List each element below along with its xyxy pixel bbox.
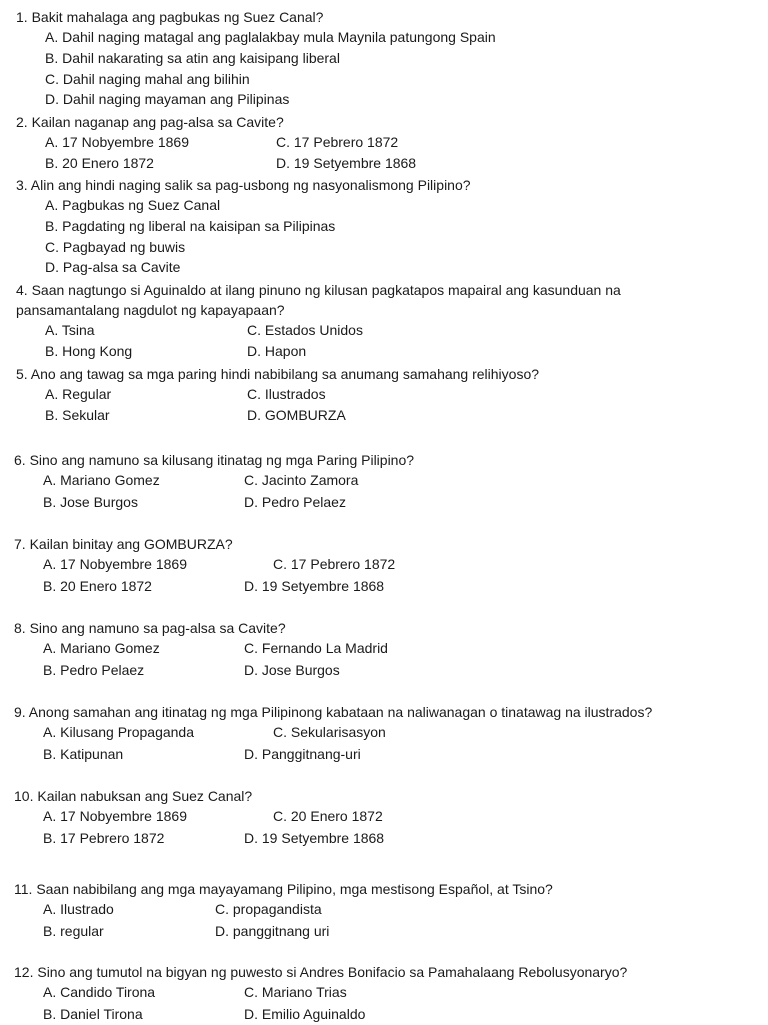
- question-9: [0, 702, 768, 765]
- question-stem-line-1: 4. Saan nagtungo si Aguinaldo at ilang pinuno ng kilusan pagkatapos mapairal ang kasunduan na: [16, 282, 621, 298]
- option-c: C. Sekularisasyon: [273, 724, 386, 740]
- option-c: C. Pagbayad ng buwis: [45, 238, 186, 255]
- option-c: C. Mariano Trias: [244, 984, 347, 1000]
- option-c: C. 20 Enero 1872: [273, 808, 383, 824]
- question-stem: 1. Bakit mahalaga ang pagbukas ng Suez Canal?: [16, 9, 324, 25]
- option-d: D. Hapon: [247, 342, 307, 359]
- question-11: [0, 879, 768, 942]
- question-3: [0, 175, 768, 278]
- question-6: [0, 450, 768, 513]
- option-c: C. Jacinto Zamora: [244, 472, 359, 488]
- option-d: D. Panggitnang-uri: [244, 745, 361, 762]
- question-stem: 6. Sino ang namuno sa kilusang itinatag ng mga Paring Pilipino?: [14, 452, 415, 468]
- option-b: B. Katipunan: [43, 745, 124, 762]
- option-a: A. 17 Nobyembre 1869: [43, 556, 187, 572]
- question-stem: 12. Sino ang tumutol na bigyan ng puwesto si Andres Bonifacio sa Pamahalaang Rebolusyonaryo?: [14, 964, 628, 980]
- option-a: A. Regular: [45, 386, 112, 402]
- question-stem: 10. Kailan nabuksan ang Suez Canal?: [14, 788, 253, 804]
- option-a: A. 17 Nobyembre 1869: [43, 808, 187, 824]
- option-d: D. Jose Burgos: [244, 661, 340, 678]
- option-a: A. Pagbukas ng Suez Canal: [45, 197, 221, 213]
- option-a: A. Dahil naging matagal ang paglalakbay mula Maynila patungong Spain: [45, 29, 496, 45]
- option-d: D. Pedro Pelaez: [244, 493, 346, 510]
- option-c: C. Fernando La Madrid: [244, 640, 388, 656]
- question-stem: 5. Ano ang tawag sa mga paring hindi nabibilang sa anumang samahang relihiyoso?: [16, 366, 540, 382]
- question-stem: 7. Kailan binitay ang GOMBURZA?: [14, 536, 233, 552]
- option-b: B. 17 Pebrero 1872: [43, 829, 165, 846]
- option-a: A. 17 Nobyembre 1869: [45, 134, 189, 150]
- question-stem: 8. Sino ang namuno sa pag-alsa sa Cavite?: [14, 620, 286, 636]
- question-4: [0, 280, 768, 362]
- question-2: [0, 112, 768, 174]
- option-a: A. Kilusang Propaganda: [43, 724, 194, 740]
- question-1: [0, 7, 768, 110]
- option-a: A. Mariano Gomez: [43, 472, 160, 488]
- option-b: B. Dahil nakarating sa atin ang kaisipang liberal: [45, 49, 340, 66]
- option-a: A. Ilustrado: [43, 901, 114, 917]
- option-b: B. 20 Enero 1872: [43, 577, 152, 594]
- option-a: A. Mariano Gomez: [43, 640, 160, 656]
- question-10: [0, 786, 768, 849]
- question-stem: 2. Kailan naganap ang pag-alsa sa Cavite?: [16, 114, 284, 130]
- option-d: D. 19 Setyembre 1868: [244, 577, 385, 594]
- option-c: C. Estados Unidos: [247, 322, 363, 338]
- option-b: B. Daniel Tirona: [43, 1005, 143, 1022]
- option-b: B. regular: [43, 922, 104, 939]
- question-12: [0, 962, 768, 1025]
- option-b: B. Pagdating ng liberal na kaisipan sa Pilipinas: [45, 217, 336, 234]
- option-c: C. Ilustrados: [247, 386, 326, 402]
- option-c: C. 17 Pebrero 1872: [273, 556, 396, 572]
- option-a: A. Candido Tirona: [43, 984, 156, 1000]
- question-stem-line-2: pansamantalang nagdulot ng kapayapaan?: [16, 302, 285, 318]
- option-c: C. Dahil naging mahal ang bilihin: [45, 70, 250, 87]
- option-b: B. Hong Kong: [45, 342, 133, 359]
- option-b: B. Pedro Pelaez: [43, 661, 145, 678]
- option-b: B. Sekular: [45, 406, 110, 423]
- option-b: B. 20 Enero 1872: [45, 154, 154, 171]
- option-d: D. panggitnang uri: [215, 922, 330, 939]
- question-stem: 3. Alin ang hindi naging salik sa pag-usbong ng nasyonalismong Pilipino?: [16, 177, 471, 193]
- option-d: D. 19 Setyembre 1868: [276, 154, 417, 171]
- option-d: D. Dahil naging mayaman ang Pilipinas: [45, 91, 290, 108]
- option-b: B. Jose Burgos: [43, 493, 138, 510]
- question-stem: 9. Anong samahan ang itinatag ng mga Pilipinong kabataan na naliwanagan o tinatawag na ilustrados?: [14, 704, 653, 720]
- question-5: [0, 364, 768, 426]
- option-c: C. 17 Pebrero 1872: [276, 134, 399, 150]
- option-a: A. Tsina: [45, 322, 95, 338]
- question-8: [0, 618, 768, 681]
- option-d: D. Emilio Aguinaldo: [244, 1005, 366, 1022]
- option-d: D. GOMBURZA: [247, 406, 346, 423]
- option-c: C. propagandista: [215, 901, 322, 917]
- question-stem: 11. Saan nabibilang ang mga mayayamang Pilipino, mga mestisong Español, at Tsino?: [14, 881, 553, 897]
- question-7: [0, 534, 768, 597]
- option-d: D. Pag-alsa sa Cavite: [45, 259, 181, 276]
- option-d: D. 19 Setyembre 1868: [244, 829, 385, 846]
